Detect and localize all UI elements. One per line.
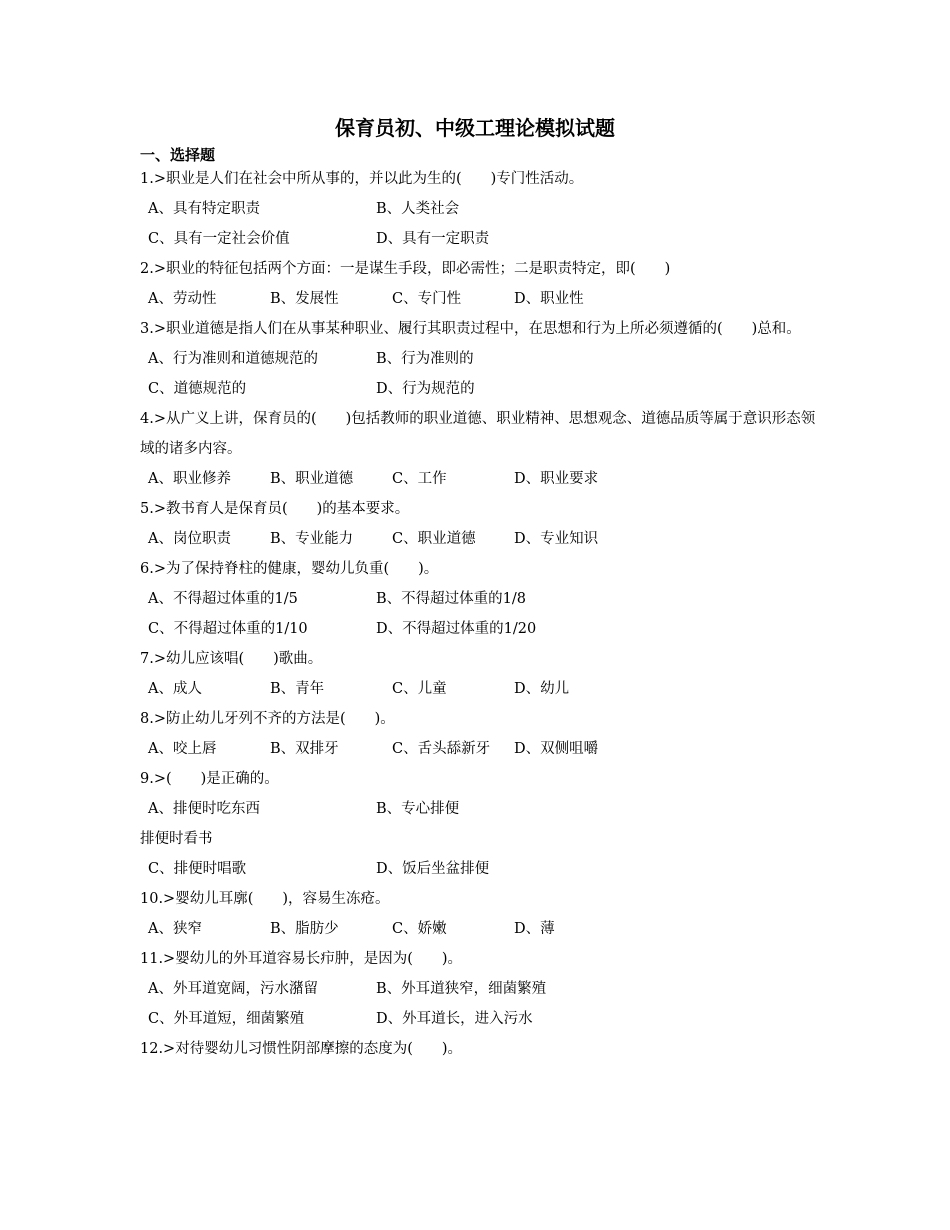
answer-option: C、道德规范的	[148, 381, 247, 397]
question-text: 6.>为了保持脊柱的健康，婴幼儿负重( )。	[140, 561, 439, 577]
question-text: 9.>( )是正确的。	[140, 771, 279, 787]
answer-option: D、职业要求	[514, 471, 599, 487]
option-row	[140, 194, 820, 224]
answer-option: A、外耳道宽阔，污水潴留	[148, 981, 318, 997]
answer-option: C、舌头舔新牙	[392, 741, 491, 757]
answer-option: D、行为规范的	[376, 381, 475, 397]
option-row	[140, 974, 820, 1004]
answer-option: B、不得超过体重的1/8	[376, 591, 526, 607]
answer-option: A、咬上唇	[148, 741, 217, 757]
extra-line: 排便时看书	[140, 831, 213, 847]
answer-option: D、职业性	[514, 291, 584, 307]
question-text: 11.>婴幼儿的外耳道容易长疖肿，是因为( )。	[140, 951, 463, 967]
question-text: 5.>教书育人是保育员( )的基本要求。	[140, 501, 410, 517]
question-text: 8.>防止幼儿牙列不齐的方法是( )。	[140, 711, 395, 727]
answer-option: B、专心排便	[376, 801, 460, 817]
answer-option: C、儿童	[392, 681, 447, 697]
option-row	[140, 614, 820, 644]
answer-option: B、人类社会	[376, 201, 460, 217]
answer-option: B、外耳道狭窄，细菌繁殖	[376, 981, 547, 997]
question-text: 3.>职业道德是指人们在从事某种职业、履行其职责过程中，在思想和行为上所必须遵循的( )总和。	[140, 321, 801, 337]
question-text: 4.>从广义上讲，保育员的( )包括教师的职业道德、职业精神、思想观念、道德品质等属于意识形态领域的诸多内容。	[140, 411, 816, 457]
answer-option: A、职业修养	[148, 471, 231, 487]
answer-option: D、双侧咀嚼	[514, 741, 599, 757]
option-row	[140, 854, 820, 884]
question-text: 12.>对待婴幼儿习惯性阴部摩擦的态度为( )。	[140, 1041, 463, 1057]
answer-option: C、不得超过体重的1/10	[148, 621, 308, 637]
answer-option: D、专业知识	[514, 531, 599, 547]
answer-option: A、岗位职责	[148, 531, 231, 547]
option-row	[140, 284, 820, 314]
answer-option: A、不得超过体重的1/5	[148, 591, 298, 607]
answer-option: B、脂肪少	[270, 921, 339, 937]
option-row	[140, 914, 820, 944]
option-row	[140, 674, 820, 704]
answer-option: D、薄	[514, 921, 555, 937]
question-text: 2.>职业的特征包括两个方面：一是谋生手段，即必需性；二是职责特定，即( )	[140, 261, 671, 277]
question-text: 7.>幼儿应该唱( )歌曲。	[140, 651, 323, 667]
answer-option: C、具有一定社会价值	[148, 231, 290, 247]
question-text: 1.>职业是人们在社会中所从事的，并以此为生的( )专门性活动。	[140, 171, 584, 187]
answer-option: D、饭后坐盆排便	[376, 861, 490, 877]
answer-option: B、双排牙	[270, 741, 339, 757]
answer-option: B、行为准则的	[376, 351, 474, 367]
option-row	[140, 734, 820, 764]
option-row	[140, 374, 820, 404]
answer-option: D、不得超过体重的1/20	[376, 621, 537, 637]
option-row	[140, 464, 820, 494]
option-row	[140, 1004, 820, 1034]
option-row	[140, 794, 820, 824]
answer-option: C、排便时唱歌	[148, 861, 247, 877]
answer-option: D、外耳道长，进入污水	[376, 1011, 533, 1027]
answer-option: D、具有一定职责	[376, 231, 490, 247]
option-row	[140, 224, 820, 254]
answer-option: C、职业道德	[392, 531, 476, 547]
option-row	[140, 344, 820, 374]
section-heading: 一、选择题	[140, 146, 216, 164]
answer-option: A、劳动性	[148, 291, 217, 307]
answer-option: B、职业道德	[270, 471, 354, 487]
answer-option: C、专门性	[392, 291, 462, 307]
document-title: 保育员初、中级工理论模拟试题	[335, 116, 615, 140]
answer-option: A、具有特定职责	[148, 201, 260, 217]
answer-option: A、狭窄	[148, 921, 202, 937]
answer-option: C、工作	[392, 471, 447, 487]
answer-option: B、青年	[270, 681, 325, 697]
answer-option: A、成人	[148, 681, 202, 697]
answer-option: A、排便时吃东西	[148, 801, 260, 817]
answer-option: C、娇嫩	[392, 921, 447, 937]
answer-option: B、发展性	[270, 291, 339, 307]
answer-option: A、行为准则和道德规范的	[148, 351, 318, 367]
question-list	[140, 164, 820, 1064]
answer-option: C、外耳道短，细菌繁殖	[148, 1011, 305, 1027]
answer-option: B、专业能力	[270, 531, 354, 547]
answer-option: D、幼儿	[514, 681, 570, 697]
question-text: 10.>婴幼儿耳廓( )，容易生冻疮。	[140, 891, 390, 907]
option-row	[140, 524, 820, 554]
option-row	[140, 584, 820, 614]
